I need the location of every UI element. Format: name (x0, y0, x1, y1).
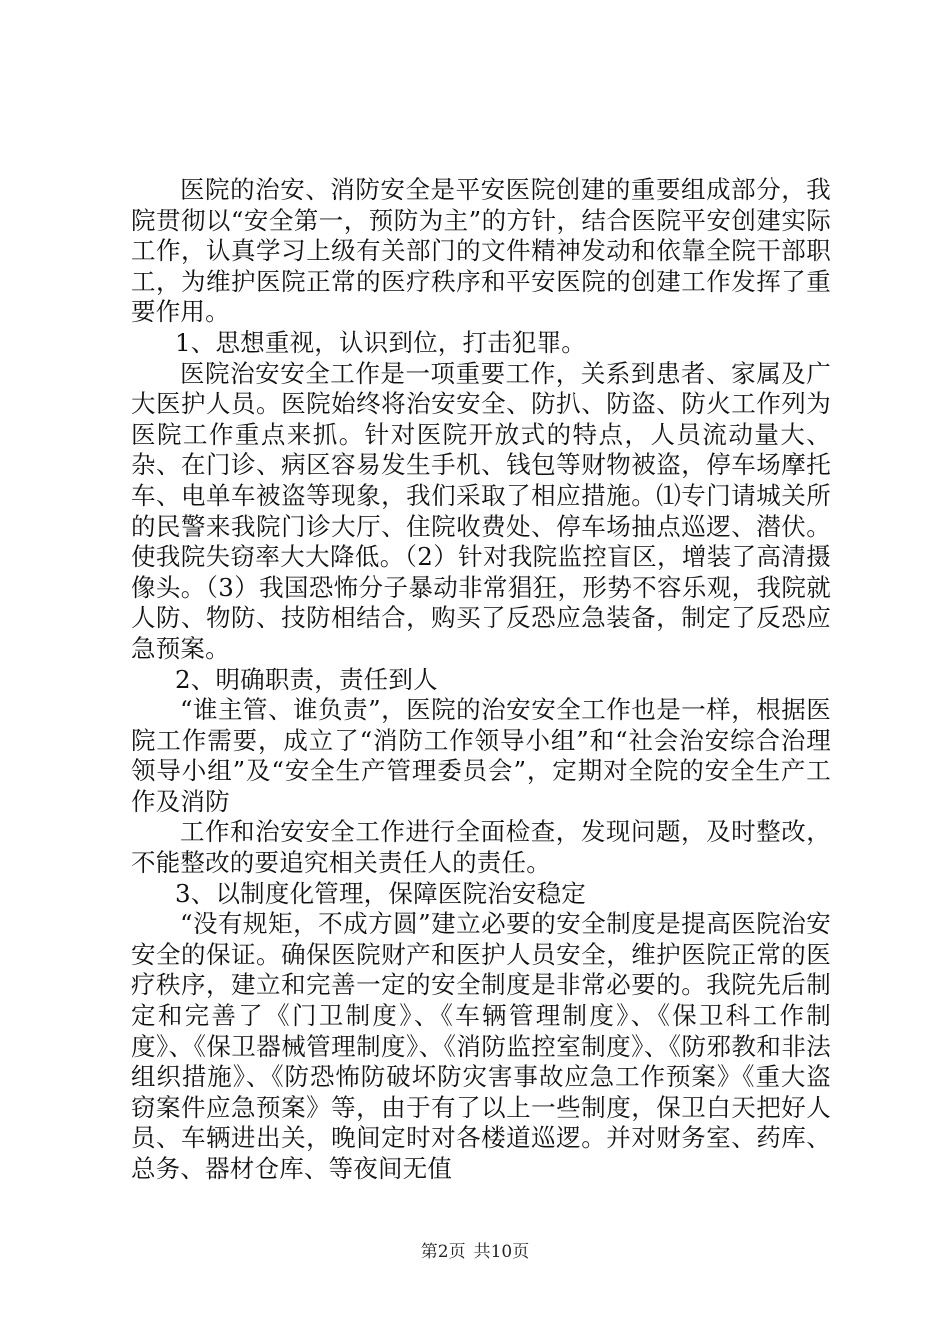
paragraph-intro: 医院的治安、消防安全是平安医院创建的重要组成部分，我院贯彻以“安全第一，预防为主”的方针，结合医院平安创建实际工作，认真学习上级有关部门的文件精神发动和依靠全院干部职工，为维护医院正常的医疗秩序和平安医院的创建工作发挥了重要作用。 (131, 175, 831, 327)
section-heading-3: 3、以制度化管理，保障医院治安稳定 (175, 878, 586, 908)
page-number: 第2页 (420, 1242, 466, 1262)
section-heading-2: 2、明确职责，责任到人 (175, 664, 438, 694)
paragraph-section-2: “谁主管、谁负责”，医院的治安安全工作也是一样，根据医院工作需要，成立了“消防工作领导小组”和“社会治安综合治理领导小组”及“安全生产管理委员会”，定期对全院的安全生产工作及消防 (131, 695, 831, 816)
paragraph-section-3: “没有规矩，不成方圆”建立必要的安全制度是提高医院治安安全的保证。确保医院财产和医护人员安全，维护医院正常的医疗秩序，建立和完善一定的安全制度是非常必要的。我院先后制定和完善了《门卫制度》、《车辆管理制度》、《保卫科工作制度》、《保卫器械管理制度》、《消防监控室制度》、《防邪教和非法组织措施》、《防恐怖防破坏防灾害事故应急工作预案》《重大盗窃案件应急预案》等，由于有了以上一些制度，保卫白天把好人员、车辆进出关，晚间定时对各楼道巡逻。并对财务室、药库、总务、器材仓库、等夜间无值 (131, 909, 831, 1183)
page-footer (0, 1241, 950, 1263)
section-heading-1: 1、思想重视，认识到位，打击犯罪。 (175, 327, 586, 357)
page-total: 共10页 (473, 1242, 530, 1262)
paragraph-section-2-continued: 工作和治安安全工作进行全面检查，发现问题，及时整改，不能整改的要追究相关责任人的责任。 (131, 817, 831, 878)
document-body (131, 175, 831, 1185)
paragraph-section-1: 医院治安安全工作是一项重要工作，关系到患者、家属及广大医护人员。医院始终将治安安全、防扒、防盗、防火工作列为医院工作重点来抓。针对医院开放式的特点，人员流动量大、杂、在门诊、病区容易发生手机、钱包等财物被盗，停车场摩托车、电单车被盗等现象，我们采取了相应措施。⑴专门请城关所的民警来我院门诊大厅、住院收费处、停车场抽点巡逻、潜伏。使我院失窃率大大降低。（2）针对我院监控盲区，增装了高清摄像头。（3）我国恐怖分子暴动非常猖狂，形势不容乐观，我院就人防、物防、技防相结合，购买了反恐应急装备，制定了反恐应急预案。 (131, 358, 831, 663)
